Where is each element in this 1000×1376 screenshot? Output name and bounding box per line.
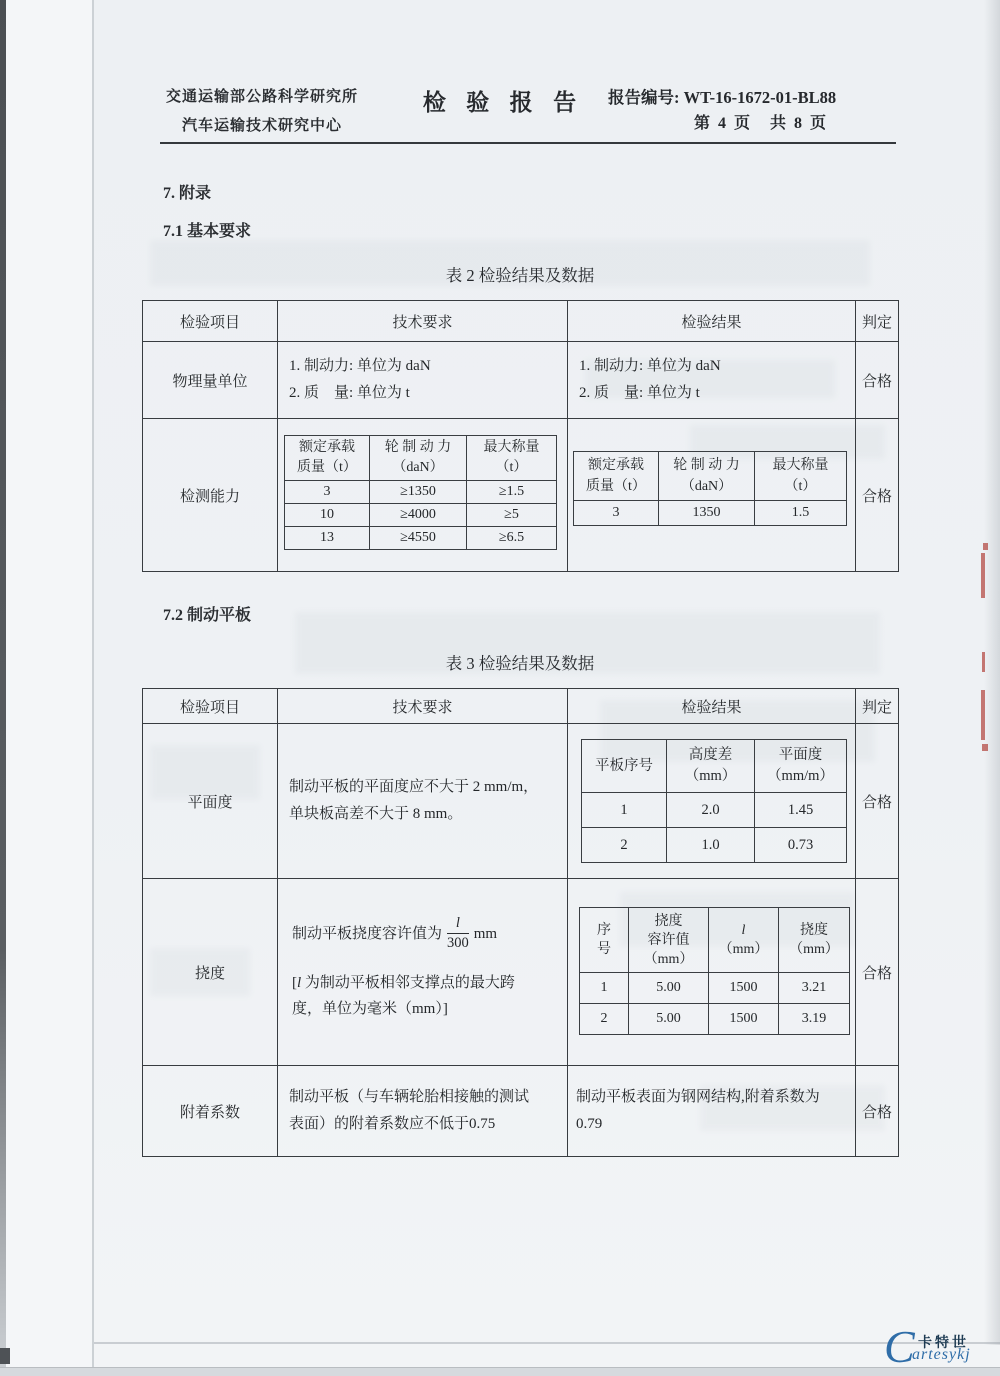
bottom-crease-line [94, 1342, 1000, 1344]
header-line: （mm/m） [767, 768, 834, 784]
scan-bottom-left-corner [0, 1348, 10, 1364]
subtable-header-height-diff [667, 740, 755, 793]
cell-span: 1500 [709, 1004, 779, 1035]
fraction-numerator: l [447, 915, 469, 934]
page-indicator: 第 4 页 共 8 页 [694, 115, 829, 132]
table2-header-requirement: 技术要求 [278, 301, 568, 342]
scan-right-shadow [984, 0, 1000, 1345]
deflection-formula-line [292, 915, 567, 952]
section-7-1-heading: 7.1 基本要求 [163, 223, 252, 240]
cell-brakeforce: 1350 [659, 501, 755, 526]
organization-line2: 汽车运输技术研究中心 [181, 117, 342, 134]
requirement-cell [278, 879, 568, 1066]
organization-line1: 交通运输部公路科学研究所 [165, 88, 358, 105]
flatness-result-subtable [581, 739, 847, 863]
result-cell [568, 1066, 856, 1157]
result-cell [568, 879, 856, 1066]
cell-load: 13 [285, 527, 370, 550]
subtable-data-row [285, 527, 557, 550]
subtable-header-row [574, 452, 847, 501]
table3-header-verdict: 判定 [856, 689, 899, 724]
header-line: （t） [495, 460, 528, 475]
subtable-header-row [580, 908, 850, 973]
cell-load: 10 [285, 504, 370, 527]
subtable-header-row [582, 740, 847, 793]
header-line: 容许值 [647, 932, 690, 948]
note-bracket: [ [292, 975, 297, 991]
red-edge-mark [982, 744, 988, 751]
header-line: 最大称量 [483, 440, 540, 455]
header-line: （t） [784, 479, 817, 494]
header-line: 轮 制 动 力 [673, 458, 740, 473]
table2-row-physical-units [143, 342, 899, 419]
header-line: （daN） [392, 460, 444, 475]
subtable-header-load [574, 452, 659, 501]
item-name-cell: 挠度 [143, 879, 278, 1066]
subtable-header-flatness [755, 740, 847, 793]
cell-flatness: 1.45 [755, 793, 847, 828]
header-line: （mm） [789, 942, 839, 957]
item-name-cell: 附着系数 [143, 1066, 278, 1157]
watermark-c-glyph: C [884, 1321, 915, 1372]
cell-maxweigh: ≥5 [467, 504, 557, 527]
requirement-cell [278, 342, 568, 419]
cell-height-diff: 1.0 [667, 828, 755, 863]
cartesykj-watermark-logo [884, 1322, 994, 1372]
table2-header-verdict: 判定 [856, 301, 899, 342]
result-cell [568, 342, 856, 419]
result-line: 2. 质 量: 单位为 t [579, 385, 700, 401]
requirement-line: 制动平板（与车辆轮胎相接触的测试 [289, 1089, 530, 1105]
requirement-line: 1. 制动力: 单位为 daN [289, 358, 431, 374]
subtable-header-seq [580, 908, 629, 973]
header-line: 挠度 [800, 923, 828, 938]
subtable-header-row [285, 436, 557, 481]
cell-maxweigh: ≥6.5 [467, 527, 557, 550]
page-left-fold-strip [6, 0, 94, 1368]
subtable-data-row [574, 501, 847, 526]
header-divider-line [160, 142, 896, 144]
table3-header-item: 检验项目 [143, 689, 278, 724]
item-name-cell: 平面度 [143, 724, 278, 879]
cell-height-diff: 2.0 [667, 793, 755, 828]
scan-left-edge [0, 0, 6, 1356]
table3-row-adhesion [143, 1066, 899, 1157]
deflection-result-subtable [579, 907, 850, 1035]
result-line: 1. 制动力: 单位为 daN [579, 358, 721, 374]
verdict-cell: 合格 [856, 1066, 899, 1157]
cell-load: 3 [574, 501, 659, 526]
table3-caption: 表 3 检验结果及数据 [445, 654, 595, 673]
cell-plate-no: 2 [582, 828, 667, 863]
header-line: 号 [597, 942, 611, 957]
cell-brakeforce: ≥4000 [370, 504, 467, 527]
subtable-data-row [285, 481, 557, 504]
requirement-cell [278, 724, 568, 879]
header-line: 最大称量 [772, 458, 829, 473]
section-7-2-heading: 7.2 制动平板 [163, 607, 252, 624]
table3-header-row [143, 689, 899, 724]
fraction-denominator: 300 [447, 935, 469, 951]
table3-row-flatness [143, 724, 899, 879]
requirement-cell [278, 1066, 568, 1157]
cell-brakeforce: ≥4550 [370, 527, 467, 550]
verdict-cell: 合格 [856, 724, 899, 879]
header-line: （mm） [643, 951, 694, 967]
header-line: 质量（t） [297, 460, 357, 475]
header-line: （daN） [680, 479, 733, 494]
requirement-line: 表面）的附着系数应不低于0.75 [289, 1116, 496, 1132]
table3-header-result: 检验结果 [568, 689, 856, 724]
red-edge-mark [981, 690, 985, 740]
paper-background [94, 0, 1000, 1372]
cell-maxweigh: 1.5 [755, 501, 847, 526]
header-line: 序 [597, 923, 611, 938]
cell-seq: 2 [580, 1004, 629, 1035]
subtable-header-brakeforce [659, 452, 755, 501]
red-edge-mark [981, 553, 985, 598]
table3-inspection-results [142, 688, 899, 1157]
cell-span: 1500 [709, 973, 779, 1004]
subtable-data-row [582, 828, 847, 863]
subtable-header-span [709, 908, 779, 973]
deflection-formula-fraction [447, 915, 469, 952]
report-number: 报告编号: WT-16-1672-01-BL88 [608, 88, 837, 107]
cell-plate-no: 1 [582, 793, 667, 828]
requirement-line: 制动平板的平面度应不大于 2 mm/m， [289, 779, 539, 795]
formula-prefix: 制动平板挠度容许值为 [292, 925, 443, 942]
result-cell [568, 724, 856, 879]
table2-row-detection-capability [143, 419, 899, 572]
subtable-header-maxweigh [467, 436, 557, 481]
section-7-heading: 7. 附录 [163, 185, 212, 202]
result-line: 制动平板表面为钢网结构,附着系数为 [576, 1089, 820, 1105]
table3-row-deflection [143, 879, 899, 1066]
table2-header-item: 检验项目 [143, 301, 278, 342]
formula-unit: mm [473, 925, 498, 942]
scan-bottom-edge [0, 1367, 1000, 1376]
capability-requirement-subtable [284, 435, 557, 550]
table2-header-row [143, 301, 899, 342]
requirement-cell [278, 419, 568, 572]
cell-seq: 1 [580, 973, 629, 1004]
header-line: 高度差 [688, 747, 733, 763]
cell-maxweigh: ≥1.5 [467, 481, 557, 504]
subtable-header-deflection [779, 908, 850, 973]
header-line: （mm） [718, 942, 769, 957]
header-line: l [741, 923, 746, 938]
subtable-data-row [582, 793, 847, 828]
header-line: 质量（t） [586, 479, 646, 494]
watermark-chinese-name: 卡特世 [918, 1334, 969, 1350]
red-edge-mark [982, 652, 985, 672]
verdict-cell: 合格 [856, 879, 899, 1066]
cell-flatness: 0.73 [755, 828, 847, 863]
cell-allowable: 5.00 [629, 1004, 709, 1035]
table2-inspection-results [142, 300, 899, 572]
result-line: 0.79 [576, 1116, 603, 1132]
note-l-symbol: l [297, 975, 302, 991]
watermark-script-text: artesykj [912, 1346, 971, 1363]
header-line: 挠度 [654, 913, 683, 929]
item-name-cell: 物理量单位 [143, 342, 278, 419]
deflection-note-line2: 度，单位为毫米（mm）] [292, 1001, 448, 1017]
capability-result-subtable [573, 451, 847, 526]
requirement-line: 2. 质 量: 单位为 t [289, 385, 410, 401]
header-line: 轮 制 动 力 [384, 440, 452, 455]
subtable-header-plate-no: 平板序号 [582, 740, 667, 793]
issuing-organization [156, 82, 368, 140]
cell-allowable: 5.00 [629, 973, 709, 1004]
deflection-requirement [278, 879, 567, 1022]
result-cell [568, 419, 856, 572]
verdict-cell: 合格 [856, 419, 899, 572]
item-name-cell: 检测能力 [143, 419, 278, 572]
deflection-note-line1 [292, 970, 567, 996]
verdict-cell: 合格 [856, 342, 899, 419]
header-line: （mm） [684, 768, 737, 784]
subtable-header-allowable [629, 908, 709, 973]
subtable-data-row [580, 1004, 850, 1035]
subtable-header-brakeforce [370, 436, 467, 481]
cell-deflection: 3.19 [779, 1004, 850, 1035]
report-title: 检 验 报 告 [422, 89, 584, 115]
cell-brakeforce: ≥1350 [370, 481, 467, 504]
table3-header-requirement: 技术要求 [278, 689, 568, 724]
subtable-header-load [285, 436, 370, 481]
subtable-header-maxweigh [755, 452, 847, 501]
cell-load: 3 [285, 481, 370, 504]
red-edge-mark [983, 543, 988, 550]
requirement-line: 单块板高差不大于 8 mm。 [289, 806, 463, 822]
subtable-data-row [580, 973, 850, 1004]
header-line: 额定承载 [588, 458, 644, 473]
header-line: 额定承载 [299, 440, 355, 455]
header-line: 平面度 [778, 747, 823, 763]
cell-deflection: 3.21 [779, 973, 850, 1004]
table2-header-result: 检验结果 [568, 301, 856, 342]
note-text: 为制动平板相邻支撑点的最大跨 [301, 975, 515, 991]
table2-caption: 表 2 检验结果及数据 [445, 266, 595, 285]
subtable-data-row [285, 504, 557, 527]
